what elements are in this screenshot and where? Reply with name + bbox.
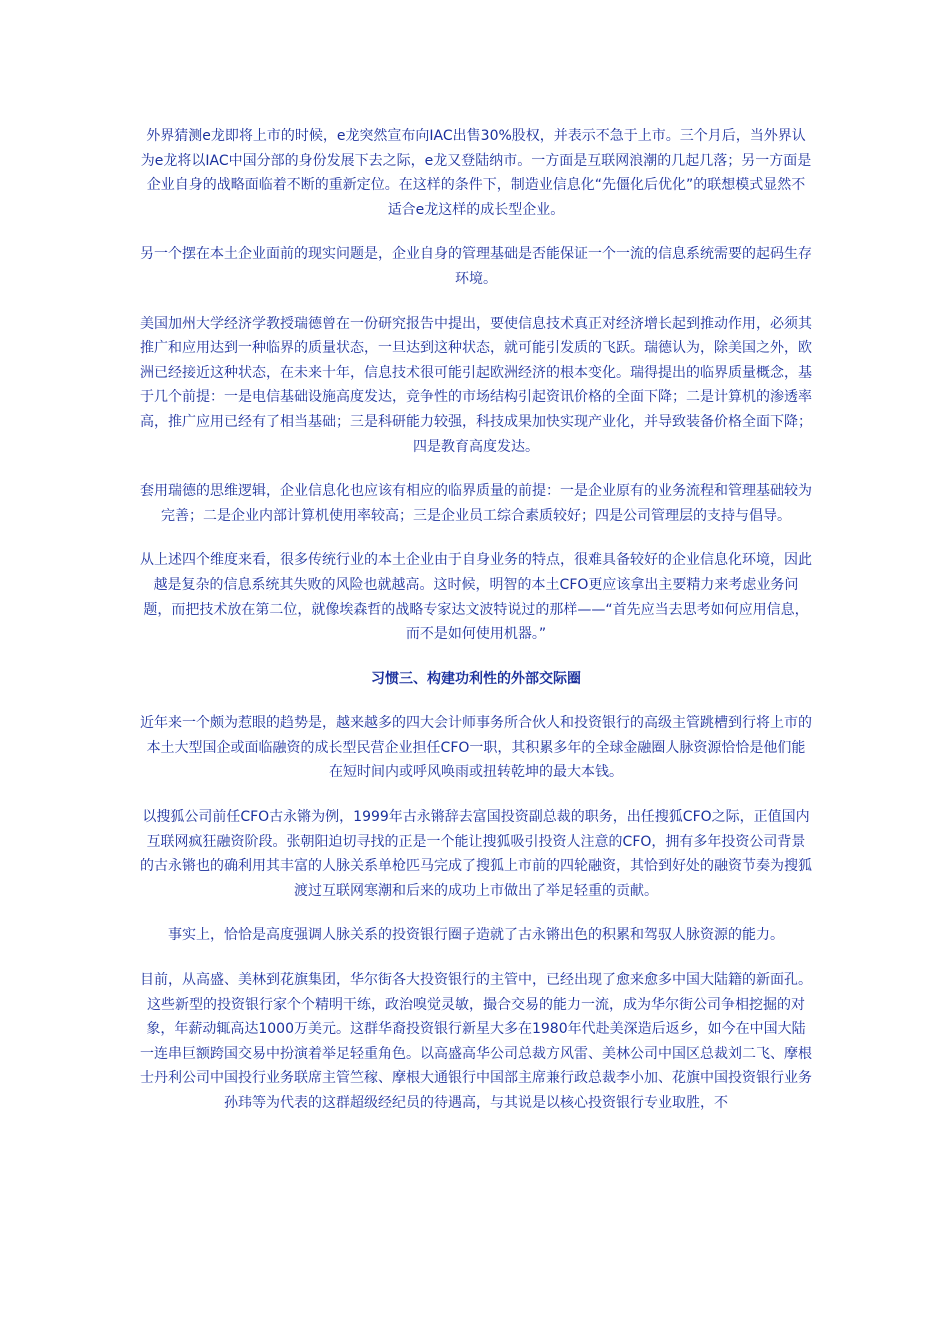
paragraph-1: 外界猜测e龙即将上市的时候，e龙突然宣布向IAC出售30%股权，并表示不急于上市。三个月后，当外界认为e龙将以IAC中国分部的身份发展下去之际，e龙又登陆纳市。一方面是互联网浪潮的几起几落；另一方面是企业自身的战略面临着不断的重新定位。在这样的条件下，制造业信息化“先僵化后优化”的联想模式显然不适合e龙这样的成长型企业。 bbox=[140, 128, 812, 218]
paragraph-2: 另一个摆在本土企业面前的现实问题是，企业自身的管理基础是否能保证一个一流的信息系统需要的起码生存环境。 bbox=[140, 246, 812, 287]
paragraph-6: 近年来一个颇为惹眼的趋势是，越来越多的四大会计师事务所合伙人和投资银行的高级主管跳槽到行将上市的本土大型国企或面临融资的成长型民营企业担任CFO一职，其积累多年的全球金融圈人脉资源恰恰是他们能在短时间内或呼风唤雨或扭转乾坤的最大本钱。 bbox=[140, 715, 812, 781]
paragraph-4: 套用瑞德的思维逻辑，企业信息化也应该有相应的临界质量的前提：一是企业原有的业务流程和管理基础较为完善；二是企业内部计算机使用率较高；三是企业员工综合素质较好；四是公司管理层的支持与倡导。 bbox=[140, 483, 812, 524]
section-title: 习惯三、构建功利性的外部交际圈 bbox=[371, 670, 581, 687]
paragraph-7: 以搜狐公司前任CFO古永锵为例，1999年古永锵辞去富国投资副总裁的职务，出任搜狐CFO之际，正值国内互联网疯狂融资阶段。张朝阳迫切寻找的正是一个能让搜狐吸引投资人注意的CFO，拥有多年投资公司背景的古永锵也的确利用其丰富的人脉关系单枪匹马完成了搜狐上市前的四轮融资，其恰到好处的融资节奏为搜狐渡过互联网寒潮和后来的成功上市做出了举足轻重的贡献。 bbox=[140, 809, 812, 899]
paragraph-5: 从上述四个维度来看，很多传统行业的本土企业由于自身业务的特点，很难具备较好的企业信息化环境，因此越是复杂的信息系统其失败的风险也就越高。这时候，明智的本土CFO更应该拿出主要精力来考虑业务问题，而把技术放在第二位，就像埃森哲的战略专家达文波特说过的那样——“首先应当去思考如何应用信息，而不是如何使用机器。” bbox=[140, 552, 812, 643]
paragraph-8: 事实上，恰恰是高度强调人脉关系的投资银行圈子造就了古永锵出色的积累和驾驭人脉资源的能力。 bbox=[168, 927, 784, 944]
document-page bbox=[140, 124, 812, 1136]
paragraph-3: 美国加州大学经济学教授瑞德曾在一份研究报告中提出，要使信息技术真正对经济增长起到推动作用，必须其推广和应用达到一种临界的质量状态，一旦达到这种状态，就可能引发质的飞跃。瑞德认为，除美国之外，欧洲已经接近这种状态，在未来十年，信息技术很可能引起欧洲经济的根本变化。瑞得提出的临界质量概念，基于几个前提：一是电信基础设施高度发达，竞争性的市场结构引起资讯价格的全面下降；二是计算机的渗透率高，推广应用已经有了相当基础；三是科研能力较强，科技成果加快实现产业化，并导致装备价格全面下降；四是教育高度发达。 bbox=[140, 315, 812, 455]
paragraph-9: 目前，从高盛、美林到花旗集团，华尔街各大投资银行的主管中，已经出现了愈来愈多中国大陆籍的新面孔。这些新型的投资银行家个个精明干练，政治嗅觉灵敏，撮合交易的能力一流，成为华尔街公司争相挖掘的对象，年薪动辄高达1000万美元。这群华裔投资银行新星大多在1980年代赴美深造后返乡，如今在中国大陆一连串巨额跨国交易中扮演着举足轻重角色。以高盛高华公司总裁方风雷、美林公司中国区总裁刘二飞、摩根士丹利公司中国投行业务联席主管竺稼、摩根大通银行中国部主席兼行政总裁李小加、花旗中国投资银行业务孙玮等为代表的这群超级经纪员的待遇高，与其说是以核心投资银行专业取胜，不 bbox=[140, 972, 812, 1111]
